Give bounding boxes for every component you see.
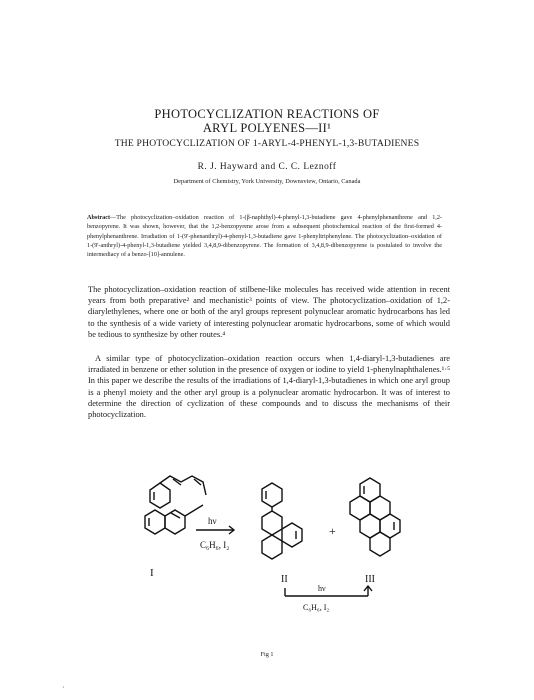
article-subtitle: THE PHOTOCYCLIZATION OF 1-ARYL-4-PHENYL-1,3-BUTADIENES xyxy=(114,138,420,149)
compound-label-i: I xyxy=(150,567,154,579)
structure-compound-iii xyxy=(350,478,400,556)
body-paragraph-1: The photocyclization–oxidation reaction of stilbene-like molecules has received wide attention in recent years from both preparative² and mechanistic³ points of view. The photocyclization–oxidation of 1,2-diarylethylenes, where one or both of the aryl groups represent polynuclear aromatic hydrocarbons has led to the synthesis of a wide variety of interesting polynuclear aromatic hydrocarbons, some of which would be tedious to synthesize by other routes.⁴ xyxy=(88,285,450,339)
structure-compound-ii xyxy=(262,483,302,559)
reaction-arrow-1 xyxy=(196,526,234,534)
affiliation-line: Department of Chemistry, York University, Downsview, Ontario, Canada xyxy=(173,178,361,185)
compound-label-iii: III xyxy=(365,574,375,585)
structure-compound-i xyxy=(145,476,206,534)
article-title-line-2: ARYL POLYENES—II¹ xyxy=(202,121,332,135)
arrow-1-bottom-label: C₆H₆, I₂ xyxy=(200,540,230,550)
abstract-text: —The photocyclization–oxidation reaction of 1-(β-naphthyl)-4-phenyl-1,3-butadiene gave 4-phenylphenanthrene and 1,2-benzopyrene. It was shown, however, that the 1,2-benzopyrene arose from a subsequent photochemical reaction of the first-formed 4-phenylphenanthrene. Irradiation of 1-(9'-phenanthryl)-4-phenyl-1,3-butadiene gave 1-phenyltriphenylene. The photocyclization–oxidation of 1-(9'-anthryl)-4-phenyl-1,3-butadiene yielded 3,4,8,9-dibenzopyrene. The formation of 3,4,8,9-dibenzopyrene is postulated to involve the intermediacy of a benzo-[10]-annulene. xyxy=(87,214,442,259)
figure-caption: Fig 1 xyxy=(260,651,274,658)
abstract-label: Abstract xyxy=(87,214,111,221)
body-paragraph-2: A similar type of photocyclization–oxidation reaction occurs when 1,4-diaryl-1,3-butadienes are irradiated in benzene or ether solution in the presence of oxygen or iodine to yield 1-phenylnaphthalenes.¹·⁵ In this paper we describe the results of the irradiations of 1,4-diaryl-1,3-butadienes in which one aryl group is a phenyl moiety and the other aryl group is a polynuclear aromatic hydrocarbon. It was of interest to determine the direction of cyclization of these compounds and to discuss the mechanisms of their photocyclization. xyxy=(88,354,450,420)
arrow-1-top-label: hν xyxy=(208,516,217,526)
arrow-2-bottom-label: C₆H₆, I₂ xyxy=(303,603,330,612)
article-title-line-1: PHOTOCYCLIZATION REACTIONS OF xyxy=(154,107,380,121)
author-line: R. J. Hayward and C. C. Leznoff xyxy=(197,162,337,172)
plus-sign: + xyxy=(329,524,336,538)
compound-label-ii: II xyxy=(281,574,288,585)
page-speck: · xyxy=(62,683,65,692)
reaction-arrow-2 xyxy=(285,586,372,596)
arrow-2-top-label: hν xyxy=(318,584,326,593)
